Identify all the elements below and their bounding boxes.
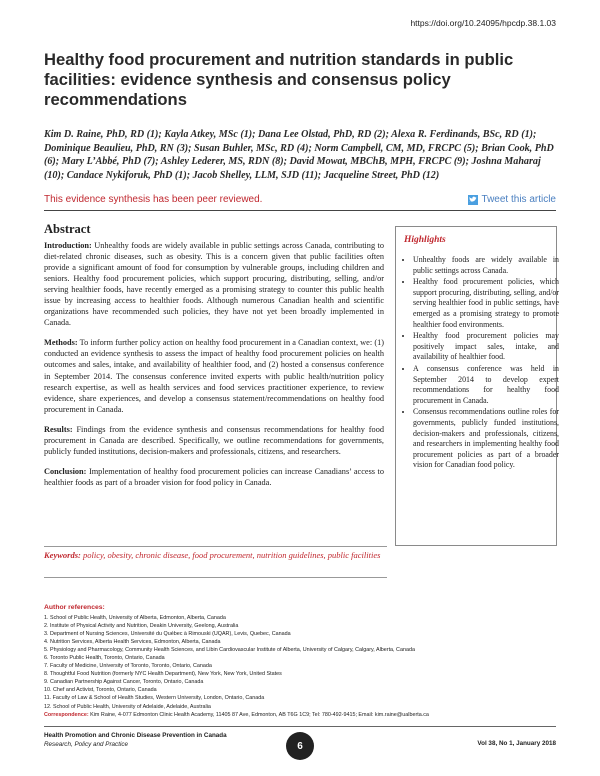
- twitter-bird-icon: [468, 195, 478, 205]
- highlights-box: [395, 226, 557, 546]
- footer-volume: Vol 38, No 1, January 2018: [477, 740, 556, 747]
- reference-item: 9. Canadian Partnership Against Cancer, Toronto, Ontario, Canada: [44, 679, 204, 686]
- highlight-item: • Healthy food procurement policies, which support procuring, distributing, selling, and/or serving healthier food in public settings, have emerged as a promising strategy to promote healthier food environments.: [413, 277, 559, 330]
- header-divider: [44, 210, 556, 211]
- journal-name: Health Promotion and Chronic Disease Prevention in Canada: [44, 732, 227, 739]
- highlight-item: • Consensus recommendations outline roles for governments, publicly funded institutions, decision-makers and professionals, citizens, and researchers in implementing healthy food procurement policies as part of a broader vision for Canadian food policy.: [413, 407, 559, 471]
- abstract-conclusion: Conclusion: Implementation of healthy food procurement policies can increase Canadians’ access to healthier foods as part of a broader vision for food policy in Canada.: [44, 466, 384, 487]
- reference-item: 11. Faculty of Law & School of Health Studies, Western University, London, Ontario, Canada: [44, 695, 265, 702]
- author-references: [44, 614, 556, 711]
- page-number: 6: [286, 732, 314, 760]
- reference-item: 6. Toronto Public Health, Toronto, Ontario, Canada: [44, 655, 165, 662]
- reference-item: 2. Institute of Physical Activity and Nutrition, Deakin University, Geelong, Australia: [44, 623, 239, 630]
- reference-item: 5. Physiology and Pharmacology, Community Health Sciences, and Libin Cardiovascular Institute of Alberta, University of Calgary, Calgary, Alberta, Canada: [44, 647, 415, 654]
- abstract-results: Results: Findings from the evidence synthesis and consensus recommendations for healthy food procurement in Canada are described. Specifically, we outline recommendations for governments, publicly funded institutions, decision-makers and professionals, citizens, and researchers.: [44, 424, 385, 456]
- keywords: Keywords: policy, obesity, chronic disease, food procurement, nutrition guidelines, public facilities: [44, 550, 381, 560]
- footer-journal: [44, 732, 227, 749]
- reference-item: 10. Chef and Activist, Toronto, Ontario, Canada: [44, 687, 157, 694]
- highlight-item: • Healthy food procurement policies may positively impact sales, intake, and availability of healthier food.: [413, 331, 559, 363]
- author-list: Kim D. Raine, PhD, RD (1); Kayla Atkey, MSc (1); Dana Lee Olstad, PhD, RD (2); Alexa R. Ferdinands, BSc, RD (1); Dominique Beaulieu, PhD, RN (3); Susan Buhler, MSc, RD (4); Norm Campbell, CM, MD, FRCPC (5); Brian Cook, PhD (6); Mary L’Abbé, PhD (7); Ashley Lederer, MS, RDN (8); David Mowat, MBChB, MPH, FRCPC (9); Joshna Maharaj (10); Candace Nykiforuk, PhD (1); Jacob Shelley, LLM, SJD (11); Jacqueline Street, PhD (12): [44, 129, 554, 181]
- reference-item: 1. School of Public Health, University of Alberta, Edmonton, Alberta, Canada: [44, 615, 226, 621]
- author-references-heading: Author references:: [44, 604, 105, 611]
- abstract-heading: Abstract: [44, 222, 91, 236]
- reference-item: 8. Thoughtful Food Nutrition (formerly NYC Health Department), New York, New York, United States: [44, 671, 282, 678]
- peer-review-note: This evidence synthesis has been peer reviewed.: [44, 194, 263, 205]
- abstract-body: [44, 240, 384, 497]
- doi-link[interactable]: https://doi.org/10.24095/hpcdp.38.1.03: [410, 18, 556, 28]
- reference-item: 7. Faculty of Medicine, University of Toronto, Toronto, Ontario, Canada: [44, 663, 212, 670]
- highlight-item: • Unhealthy foods are widely available in public settings across Canada.: [413, 255, 559, 276]
- tweet-link[interactable]: [468, 194, 556, 205]
- highlight-item: • A consensus conference was held in September 2014 to develop expert recommendations for healthy food procurement in Canada.: [413, 364, 559, 406]
- journal-subtitle: Research, Policy and Practice: [44, 740, 128, 748]
- footer-divider: [44, 726, 556, 727]
- abstract-methods: Methods: To inform further policy action on healthy food procurement in a Canadian context, we: (1) conducted an evidence synthesis to assess the impact of healthy food procurement policies on health outcomes and sales, intake, and availability of healthier food, and (2) hosted a consensus conference in September 2014. The consensus conference invited experts with public health/nutrition policy research expertise, as well as health services and food services practitioner experience, to review evidence, share experiences, and develop a consensus statement/recommendations on healthy food procurement in Canada.: [44, 338, 384, 414]
- article-title: Healthy food procurement and nutrition standards in public facilities: evidence synthesis and consensus policy recommendations: [44, 50, 514, 109]
- tweet-label: Tweet this article: [481, 194, 556, 205]
- abstract-introduction: Introduction: Unhealthy foods are widely available in public settings across Canada, contributing to diet-related chronic diseases, such as obesity. This is a concern given that public facilities often provide a significant amount of food for consumption by vulnerable groups, including children and seniors. Healthy food procurement policies, which support procuring, distributing, selling, and/or serving healthier foods, have recently emerged as a promising strategy to counter this public health issue by increasing access to healthier foods. Although numerous Canadian health and scientific organizations have recommended such policies, they have not yet been broadly implemented in Canada.: [44, 241, 384, 328]
- correspondence: Correspondence: Kim Raine, 4-077 Edmonton Clinic Health Academy, 11405 87 Ave, Edmonton, AB T6G 1C9; Tel: 780-492-9415; Email: kim.raine@ualberta.ca: [44, 712, 429, 718]
- reference-item: 4. Nutrition Services, Alberta Health Services, Edmonton, Alberta, Canada: [44, 639, 221, 646]
- keywords-top-rule: [44, 546, 387, 547]
- highlights-list: [404, 255, 559, 472]
- reference-item: 3. Department of Nursing Sciences, Université du Québec à Rimouski (UQAR), Levis, Quebec, Canada: [44, 631, 291, 638]
- highlights-heading: Highlights: [404, 235, 446, 245]
- keywords-bottom-rule: [44, 577, 387, 578]
- reference-item: 12. School of Public Health, University of Adelaide, Adelaide, Australia: [44, 703, 211, 710]
